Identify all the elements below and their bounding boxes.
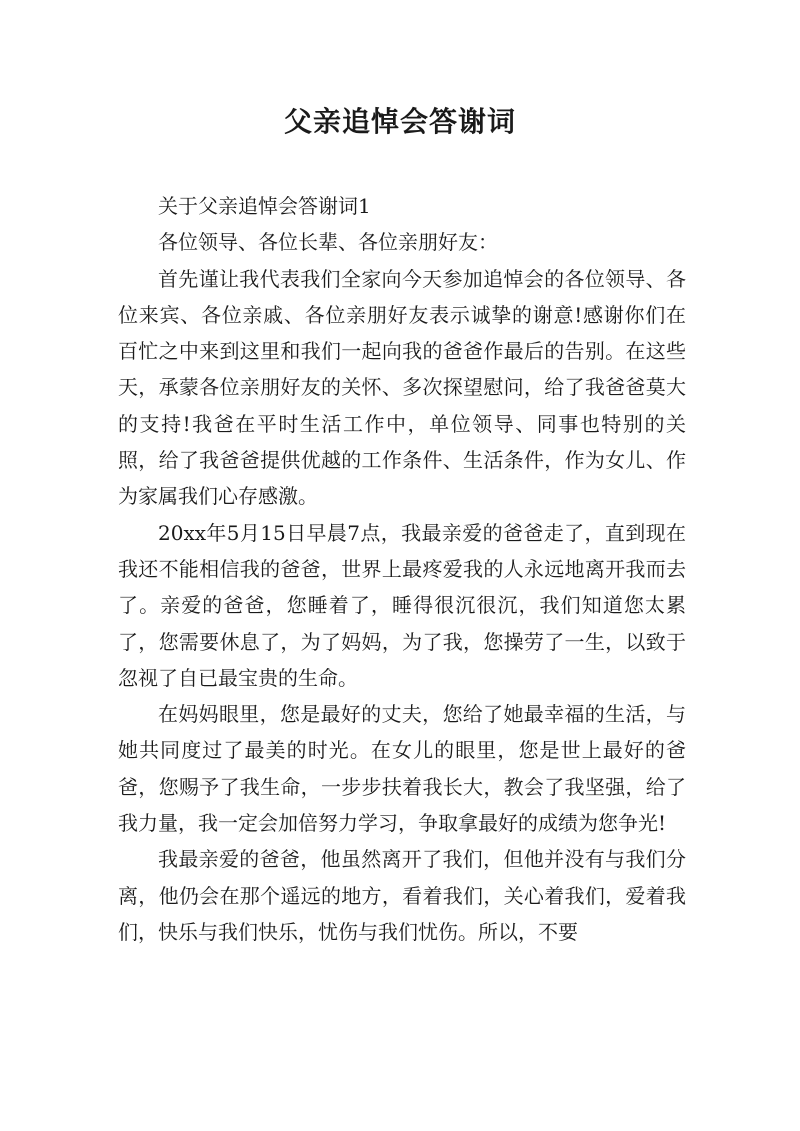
paragraph-thanks: 首先谨让我代表我们全家向今天参加追悼会的各位领导、各位来宾、各位亲戚、各位亲朋好友表示诚挚的谢意!感谢你们在百忙之中来到这里和我们一起向我的爸爸作最后的告别。在这些天，承蒙各位亲朋好友的关怀、多次探望慰问，给了我爸爸莫大的支持!我爸在平时生活工作中，单位领导、同事也特别的关照，给了我爸爸提供优越的工作条件、生活条件，作为女儿、作为家属我们心存感激。 <box>118 266 686 509</box>
paragraph-memories: 在妈妈眼里，您是最好的丈夫，您给了她最幸福的生活，与她共同度过了最美的时光。在女儿的眼里，您是世上最好的爸爸，您赐予了我生命，一步步扶着我长大，教会了我坚强，给了我力量，我一定会加倍努力学习，争取拿最好的成绩为您争光! <box>118 702 686 836</box>
paragraph-passing: 20xx年5月15日早晨7点，我最亲爱的爸爸走了，直到现在我还不能相信我的爸爸，世界上最疼爱我的人永远地离开我而去了。亲爱的爸爸，您睡着了，睡得很沉很沉，我们知道您太累了，您需要休息了，为了妈妈，为了我，您操劳了一生，以致于忽视了自已最宝贵的生命。 <box>118 520 686 690</box>
paragraph-legacy: 我最亲爱的爸爸，他虽然离开了我们，但他并没有与我们分离，他仍会在那个遥远的地方，看着我们，关心着我们，爱着我们，快乐与我们快乐，忧伤与我们忧伤。所以，不要 <box>118 847 686 944</box>
document-title: 父亲追悼会答谢词 <box>283 105 516 138</box>
paragraph-salutation: 各位领导、各位长辈、各位亲朋好友： <box>158 230 498 255</box>
paragraph-heading: 关于父亲追悼会答谢词1 <box>158 194 371 218</box>
document-body <box>118 188 686 950</box>
